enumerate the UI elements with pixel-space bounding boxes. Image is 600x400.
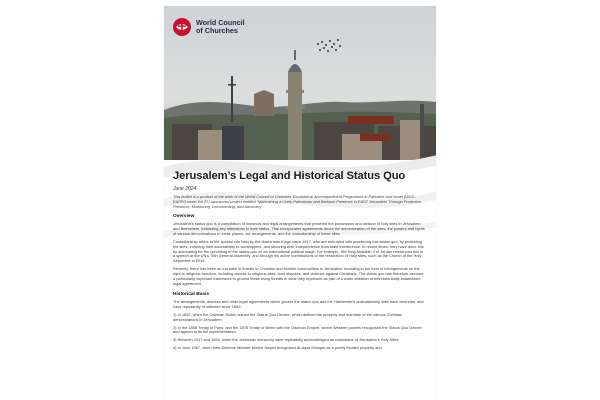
- overview-paragraph: Recently, there has been an increase in threats to Christian and Muslim communities in Jerusalem, including in the form of infringements on the right to religious freedom, including access to religious sites, land disputes, and violence against Christians. The status quo has therefore become a particularly important framework to ground these rising threats in what they represent as part of a wider violation of this historically-established legal agreement.: [173, 266, 424, 286]
- historical-paragraph: The arrangements, decrees and other legal agreements which govern the status quo and the Hashemite’s custodianship date back centuries, and have repeatedly re-affirmed since 1852:: [173, 298, 424, 309]
- leaflet-content: [173, 170, 425, 351]
- historical-basis-heading: Historical Basis: [173, 291, 209, 297]
- wcc-logo-text: World Council of Churches: [196, 17, 245, 35]
- overview-heading: Overview: [173, 214, 195, 219]
- document-date: June 2024: [173, 186, 197, 192]
- intro-text: This leaflet is a product of the work of the World Council of Churches’ Ecumenical Accompaniment Programme in Palestine and Israel (WCC-EAPPI) under the EU-sponsored project entitled “Maintaining a Lively Palestinian and Bedouin Presence in EAST Jerusalem Through Protective Presence, Monitoring, Documenting, and Advocacy”.: [173, 194, 422, 209]
- overview-paragraph: Jerusalem’s status quo is a compilation of historical and legal arrangements that preserve the possession and division of holy sites in Jerusalem and Bethlehem, forbidding any alterations to their status. This incorporates agreements about the administration of the sites, the powers and rights of various denominations in these places, tax arrangements, and the custodianship of these sites.: [173, 221, 425, 236]
- historical-list-item: 3) Between 1917 and 1924, when the Jordanian monarchy were repeatedly acknowledged as custodians of Jerusalem’s Holy Sites;: [173, 337, 400, 343]
- historical-list-item: 4) In June 1967, when then-Defence Minister Moshe Dayan recognised Al-Aqsa Mosque as a purely Muslim property and: [173, 345, 382, 351]
- historical-list-item: 1) In 1852, when the Ottoman Sultan issued the Status Quo Decree, which defined the property and mandate of the various Christian denominations in Jerusalem;: [173, 311, 403, 322]
- jerusalem-skyline-photo: [164, 6, 436, 160]
- document-title: Jerusalem’s Legal and Historical Status Quo: [173, 170, 406, 182]
- historical-list-item: 2) In the 1856 Treaty of Paris, and the 1878 Treaty of Berlin with the Ottoman Empire, where Western powers recognised the Status Quo Decree and agreed to its full implementation;: [173, 324, 422, 335]
- overview-paragraph: Custodianship refers to the special role held by the Hashemite Kings since 1917, who are entrusted with preserving this status quo, by protecting the sites, ensuring their accessibility to worshippers, and securing their independence from state interference. In recent times, they have done this by advocating for the upholding of the status quo on an international political stage. For example, HM King Abdullah II of Jordan referenced this in a speech at the UN’s 78th General Assembly, and through his active contributions to the restoration of Holy sites, such as the Church of the Holy Sepulchre in 2016.: [173, 238, 424, 264]
- wcc-logo[interactable]: [172, 17, 245, 37]
- wcc-emblem-icon: [172, 17, 192, 37]
- leaflet-page: [164, 6, 436, 400]
